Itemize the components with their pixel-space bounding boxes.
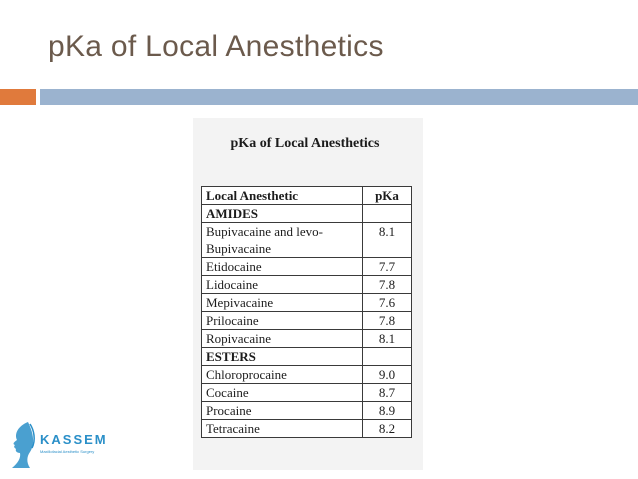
logo-tagline: Maxillofacial Aesthetic Surgery	[40, 449, 95, 454]
table-row	[202, 223, 412, 258]
drug-name: Prilocaine	[202, 312, 363, 330]
table-row	[202, 312, 412, 330]
table-row	[202, 420, 412, 438]
drug-name: Cocaine	[202, 384, 363, 402]
table-row	[202, 384, 412, 402]
drug-name: Mepivacaine	[202, 294, 363, 312]
table-row	[202, 366, 412, 384]
table-title: pKa of Local Anesthetics	[230, 136, 380, 151]
section-label: ESTERS	[202, 348, 363, 366]
face-profile-icon	[8, 420, 38, 470]
drug-name: Tetracaine	[202, 420, 363, 438]
pka-value: 9.0	[363, 366, 412, 384]
drug-name: Chloroprocaine	[202, 366, 363, 384]
drug-name	[202, 223, 363, 258]
pka-table	[201, 186, 412, 438]
table-header-row	[202, 187, 412, 205]
pka-value: 7.8	[363, 312, 412, 330]
pka-value: 7.7	[363, 258, 412, 276]
pka-value: 8.7	[363, 384, 412, 402]
drug-name: Procaine	[202, 402, 363, 420]
table-row	[202, 258, 412, 276]
accent-bar-blue	[40, 89, 638, 105]
pka-value: 8.1	[363, 223, 412, 258]
scanned-table-image	[193, 118, 423, 470]
section-empty-cell	[363, 205, 412, 223]
accent-bar-orange	[0, 89, 36, 105]
drug-name: Ropivacaine	[202, 330, 363, 348]
pka-value: 8.2	[363, 420, 412, 438]
table-row	[202, 276, 412, 294]
header-local-anesthetic: Local Anesthetic	[202, 187, 363, 205]
table-row	[202, 402, 412, 420]
table-row	[202, 330, 412, 348]
kassem-logo	[8, 420, 118, 470]
table-row	[202, 294, 412, 312]
section-empty-cell	[363, 348, 412, 366]
section-row-amides	[202, 205, 412, 223]
drug-name: Etidocaine	[202, 258, 363, 276]
drug-name-line: Bupivacaine and levo-	[206, 224, 323, 239]
pka-value: 8.9	[363, 402, 412, 420]
slide-title: pKa of Local Anesthetics	[48, 30, 384, 63]
pka-value: 8.1	[363, 330, 412, 348]
drug-name: Lidocaine	[202, 276, 363, 294]
header-pka: pKa	[363, 187, 412, 205]
section-row-esters	[202, 348, 412, 366]
drug-name-line: Bupivacaine	[206, 241, 271, 256]
pka-value: 7.6	[363, 294, 412, 312]
section-label: AMIDES	[202, 205, 363, 223]
logo-wordmark: KASSEM	[40, 432, 108, 447]
pka-value: 7.8	[363, 276, 412, 294]
